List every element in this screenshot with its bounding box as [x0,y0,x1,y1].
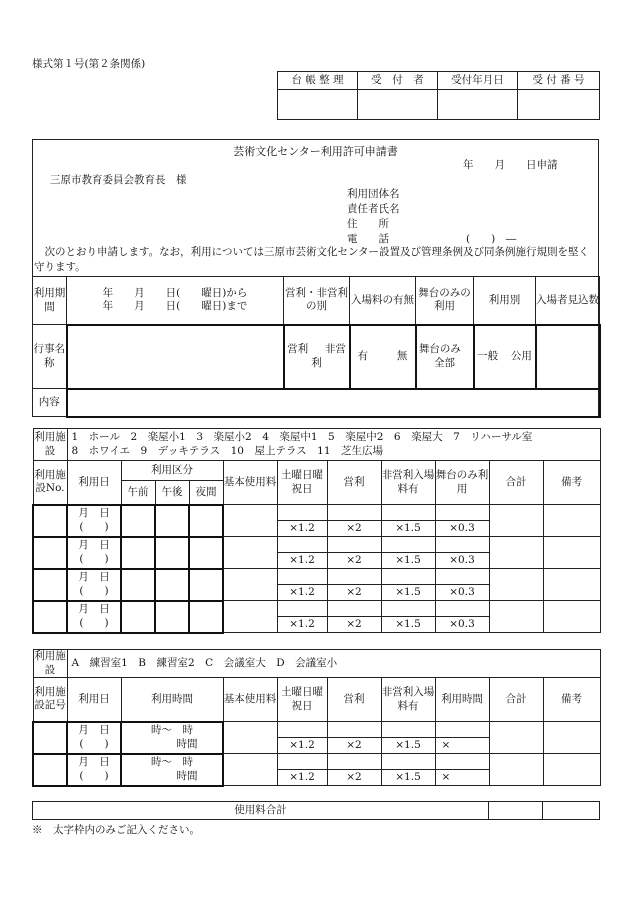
profit-opt-nonprofit[interactable]: 非営利 [311,343,346,369]
mult-hours: × [435,738,489,754]
col-note: 備考 [543,461,600,505]
event-label: 行事名称 [33,325,67,389]
facility1-row-nonprofit-top [381,601,435,617]
facility1-row-date[interactable] [67,537,121,569]
period-to: 年 月 日( 曜日)まで [102,300,248,313]
facility1-row-note [543,569,600,601]
fee-total-label: 使用料合計 [33,802,489,820]
time-hours: 時間 [176,769,198,782]
col-am: 午前 [121,481,155,505]
office-header-date: 受付年月日 [438,72,518,90]
office-ledger-cell [278,90,358,120]
facility2-row-date[interactable] [67,754,121,786]
time-range: 時～ 時 [151,724,193,737]
expected-field[interactable] [536,325,600,389]
facility2-row-note [543,722,600,754]
facility2-row-holiday-top [277,722,327,738]
mult-nonprofit: ×1.5 [381,553,435,569]
form-id: 様式第１号(第２条関係) [32,58,146,70]
facility-table-1 [32,428,601,634]
footnote: ※ 太字枠内のみご記入ください。 [32,824,200,836]
facility1-row-note [543,505,600,537]
facility2-row-hours-top [435,754,489,770]
rep-name-label: 責任者氏名 [347,203,400,215]
org-name-label: 利用団体名 [347,188,400,200]
mult-nonprofit: ×1.5 [381,738,435,754]
col-pm: 午後 [155,481,189,505]
mult-holiday: ×1.2 [277,738,327,754]
mult-stage: ×0.3 [435,521,489,537]
period-from: 年 月 日( 曜日)から [102,287,248,300]
facility1-row-pm[interactable] [155,569,189,601]
facility1-row-total [489,601,543,633]
col-night: 夜間 [189,481,223,505]
col-holiday: 土曜日曜祝日 [277,461,327,505]
col-facility-code: 利用施設記号 [33,678,67,722]
col-total-2: 合計 [489,678,543,722]
col-holiday-2: 土曜日曜祝日 [277,678,327,722]
facility1-row-profit-top [327,505,381,521]
time-hours: 時間 [176,737,198,750]
facility1-row-stage-top [435,569,489,585]
usetype-opt-official[interactable]: 公用 [510,349,532,362]
facility1-row-stage-top [435,505,489,521]
facility1-row-no[interactable] [33,569,67,601]
facility1-row-stage-top [435,601,489,617]
col-use-time: 利用時間 [121,678,223,722]
facility1-row-no[interactable] [33,601,67,633]
profit-choice[interactable] [284,325,350,389]
facility1-row-no[interactable] [33,537,67,569]
mult-nonprofit: ×1.5 [381,585,435,601]
fee-total-note [543,802,600,820]
office-number-cell [518,90,600,120]
usetype-choice[interactable] [474,325,536,389]
usetype-opt-general[interactable]: 一般 [477,349,499,362]
facility2-row-nonprofit-top [381,754,435,770]
facility1-row-holiday-top [277,569,327,585]
mult-holiday: ×1.2 [277,553,327,569]
phone-label: 電 話 [347,233,389,245]
facility2-row-profit-top [327,754,381,770]
facility1-row-profit-top [327,601,381,617]
facility1-list-line2: 8 ホワイエ 9 デッキテラス 10 屋上テラス 11 芝生広場 [71,444,384,457]
stage-label: 舞台のみの利用 [416,277,474,325]
facility-table-2 [32,649,601,787]
col-stage-only: 舞台のみ利用 [435,461,489,505]
mult-holiday: ×1.2 [277,770,327,786]
application-title: 芸術文化センター利用許可申請書 [233,145,398,158]
facility1-row-date[interactable] [67,601,121,633]
date-md: 月 日 [78,724,110,737]
date-md: 月 日 [78,507,110,520]
profit-label: 営利・非営利の別 [284,277,350,325]
date-dow: ( ) [79,520,109,533]
facility2-row-basic [223,722,277,754]
profit-opt-profit[interactable]: 営利 [287,343,309,356]
facility2-row-total [489,722,543,754]
col-division: 利用区分 [121,461,223,481]
facility2-row-code[interactable] [33,754,67,786]
col-nonprofit-2: 非営利入場料有 [381,678,435,722]
facility1-row-am[interactable] [121,601,155,633]
facility1-row-total [489,569,543,601]
facility2-label: 利用施設 [34,650,66,676]
date-dow: ( ) [79,552,109,565]
col-profit-2: 営利 [327,678,381,722]
facility2-row-hours-top [435,722,489,738]
mult-holiday: ×1.2 [277,617,327,633]
facility1-row-total [489,537,543,569]
col-basic-fee-2: 基本使用料 [223,678,277,722]
date-dow: ( ) [79,769,109,782]
facility1-row-stage-top [435,537,489,553]
facility1-row-note [543,537,600,569]
facility1-row-night[interactable] [189,537,223,569]
office-receiver-cell [358,90,438,120]
col-facility-no: 利用施設No. [33,461,67,505]
fee-choice[interactable] [350,325,416,389]
facility2-row-time[interactable] [121,722,223,754]
facility2-list: A 練習室1 B 練習室2 C 会議室大 D 会議室小 [67,650,600,678]
facility1-row-holiday-top [277,601,327,617]
facility1-row-am[interactable] [121,569,155,601]
fee-label: 入場料の有無 [350,277,416,325]
fee-total-table [32,801,600,820]
col-use-date-2: 利用日 [67,678,121,722]
facility1-row-total [489,505,543,537]
stage-choice[interactable] [416,325,474,389]
mult-nonprofit: ×1.5 [381,617,435,633]
fee-total-value [489,802,543,820]
phone-format[interactable]: ( ) ― [466,233,517,245]
office-header-receiver: 受 付 者 [358,72,438,90]
office-header-number: 受 付 番 号 [518,72,600,90]
date-dow: ( ) [79,737,109,750]
col-note-2: 備考 [543,678,600,722]
content-field[interactable] [67,389,600,417]
facility2-row-note [543,754,600,786]
facility2-row-time[interactable] [121,754,223,786]
col-hours: 利用時間 [435,678,489,722]
facility1-row-night[interactable] [189,505,223,537]
facility1-row-profit-top [327,569,381,585]
office-header-ledger: 台 帳 整 理 [278,72,358,90]
col-use-date: 利用日 [67,461,121,505]
facility1-row-no[interactable] [33,505,67,537]
facility2-row-nonprofit-top [381,722,435,738]
fee-opt-yes[interactable]: 有 [357,349,369,362]
col-profit: 営利 [327,461,381,505]
period-label: 利用期間 [33,277,67,325]
address-label: 住 所 [347,218,389,230]
content-label: 内容 [33,389,67,417]
facility1-row-pm[interactable] [155,601,189,633]
application-date[interactable]: 年 月 日申請 [463,159,558,171]
facility2-row-holiday-top [277,754,327,770]
mult-profit: ×2 [327,770,381,786]
mult-holiday: ×1.2 [277,585,327,601]
date-md: 月 日 [78,756,110,769]
col-basic-fee: 基本使用料 [223,461,277,505]
mult-nonprofit: ×1.5 [381,521,435,537]
fee-opt-no[interactable]: 無 [396,349,408,362]
facility1-list [67,429,600,461]
facility1-row-date[interactable] [67,569,121,601]
stage-opt-stageonly[interactable]: 舞台のみ [418,343,461,356]
mult-profit: ×2 [327,585,381,601]
facility1-row-pm[interactable] [155,505,189,537]
facility2-row-code[interactable] [33,722,67,754]
facility1-row-nonprofit-top [381,505,435,521]
mult-nonprofit: ×1.5 [381,770,435,786]
mult-stage: ×0.3 [435,585,489,601]
office-use-table [277,71,600,120]
mult-profit: ×2 [327,617,381,633]
facility1-row-profit-top [327,537,381,553]
office-date-cell [438,90,518,120]
period-field[interactable] [67,277,284,325]
facility1-row-am[interactable] [121,505,155,537]
facility2-row-date[interactable] [67,722,121,754]
mult-hours: × [435,770,489,786]
mult-profit: ×2 [327,738,381,754]
usetype-label: 利用別 [474,277,536,325]
facility1-label: 利用施設 [33,429,67,461]
addressee: 三原市教育委員会教育長 様 [50,174,187,186]
event-name-field[interactable] [67,325,284,389]
expected-label: 入場者見込数 [536,277,600,325]
date-dow: ( ) [79,616,109,629]
col-total: 合計 [489,461,543,505]
stage-opt-all[interactable]: 全部 [434,356,455,369]
mult-stage: ×0.3 [435,553,489,569]
application-statement: 次のとおり申請します。なお，利用については三原市芸術文化センター設置及び管理条例及び同条例施行規則を堅く守ります。 [34,246,590,273]
facility1-list-line1: 1 ホール 2 楽屋小1 3 楽屋小2 4 楽屋中1 5 楽屋中2 6 楽屋大 7 リハーサル室 [71,431,533,444]
mult-profit: ×2 [327,553,381,569]
mult-stage: ×0.3 [435,617,489,633]
date-md: 月 日 [78,539,110,552]
facility1-row-am[interactable] [121,537,155,569]
facility1-row-night[interactable] [189,601,223,633]
date-md: 月 日 [78,603,110,616]
date-md: 月 日 [78,571,110,584]
facility1-row-basic [223,601,277,633]
facility1-row-pm[interactable] [155,537,189,569]
facility2-row-basic [223,754,277,786]
col-nonprofit: 非営利入場料有 [381,461,435,505]
facility1-row-nonprofit-top [381,569,435,585]
date-dow: ( ) [79,584,109,597]
mult-holiday: ×1.2 [277,521,327,537]
facility1-row-basic [223,537,277,569]
facility2-row-profit-top [327,722,381,738]
facility1-row-holiday-top [277,505,327,521]
main-table [32,276,601,418]
facility1-row-note [543,601,600,633]
mult-profit: ×2 [327,521,381,537]
facility1-row-holiday-top [277,537,327,553]
facility1-row-nonprofit-top [381,537,435,553]
facility1-row-date[interactable] [67,505,121,537]
facility2-row-total [489,754,543,786]
facility1-row-night[interactable] [189,569,223,601]
time-range: 時～ 時 [151,756,193,769]
facility1-row-basic [223,569,277,601]
facility1-row-basic [223,505,277,537]
